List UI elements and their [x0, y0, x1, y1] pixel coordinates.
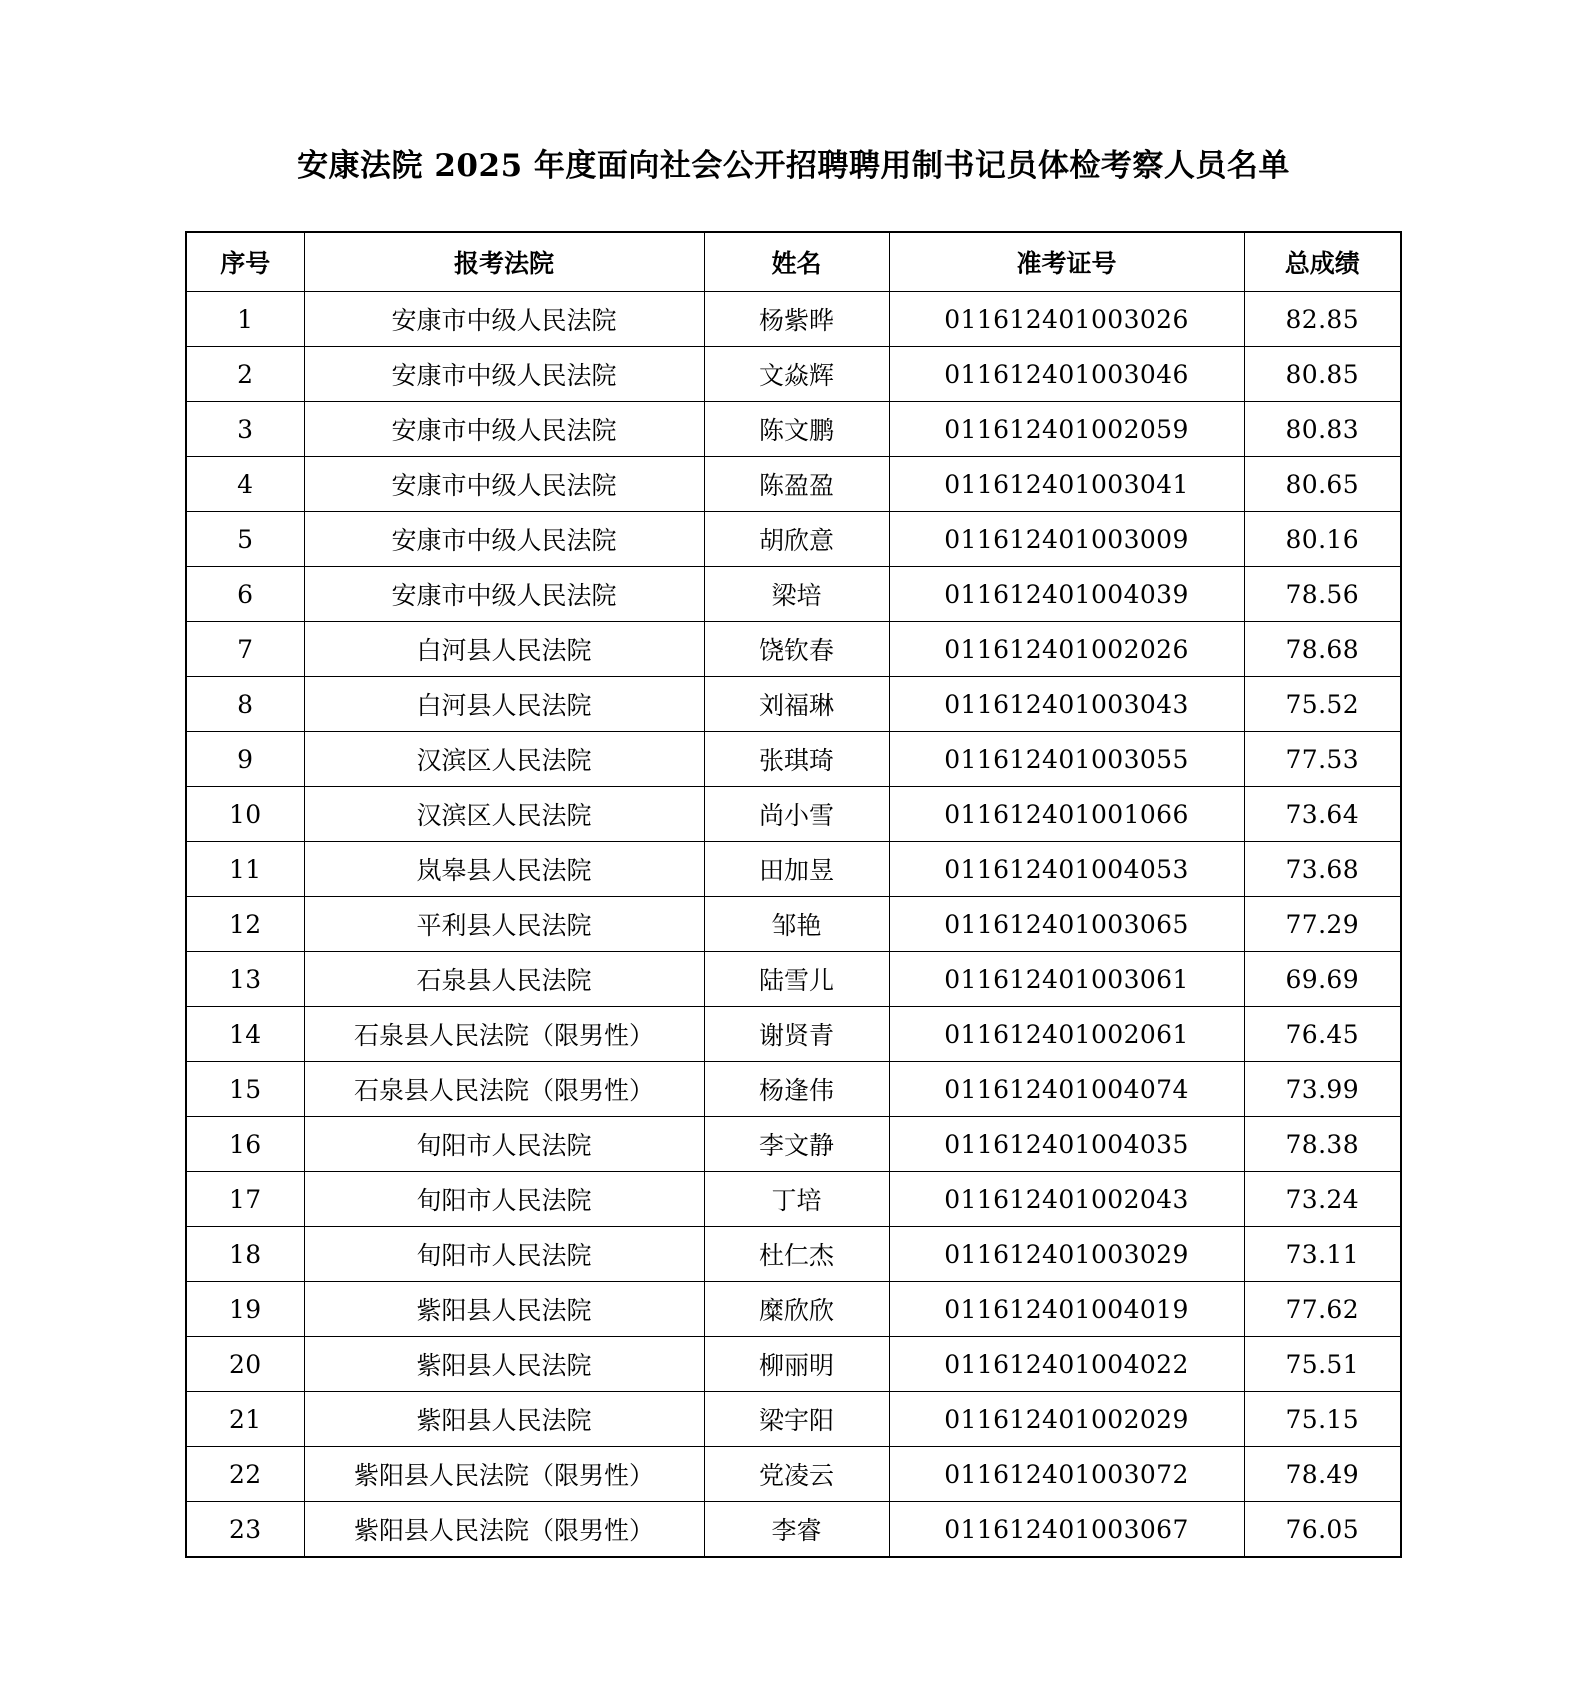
cell-court: 白河县人民法院 — [304, 622, 704, 677]
cell-name: 李文静 — [704, 1117, 889, 1172]
cell-court: 旬阳市人民法院 — [304, 1172, 704, 1227]
cell-court: 汉滨区人民法院 — [304, 787, 704, 842]
cell-court: 平利县人民法院 — [304, 897, 704, 952]
cell-name: 糜欣欣 — [704, 1282, 889, 1337]
cell-court: 石泉县人民法院（限男性） — [304, 1007, 704, 1062]
table-row — [186, 677, 1401, 732]
cell-total-score: 78.68 — [1244, 622, 1401, 677]
cell-ticket-number: 011612401002061 — [889, 1007, 1244, 1062]
cell-court: 紫阳县人民法院（限男性） — [304, 1502, 704, 1558]
table-row — [186, 1502, 1401, 1558]
cell-court: 安康市中级人民法院 — [304, 457, 704, 512]
cell-ticket-number: 011612401002059 — [889, 402, 1244, 457]
cell-court: 岚皋县人民法院 — [304, 842, 704, 897]
cell-court: 安康市中级人民法院 — [304, 292, 704, 347]
cell-index: 2 — [186, 347, 304, 402]
cell-name: 邹艳 — [704, 897, 889, 952]
table-row — [186, 897, 1401, 952]
cell-name: 谢贤青 — [704, 1007, 889, 1062]
cell-total-score: 80.85 — [1244, 347, 1401, 402]
table-row — [186, 1172, 1401, 1227]
cell-court: 紫阳县人民法院（限男性） — [304, 1447, 704, 1502]
table-row — [186, 1337, 1401, 1392]
table-row — [186, 732, 1401, 787]
cell-name: 梁培 — [704, 567, 889, 622]
table-row — [186, 622, 1401, 677]
cell-ticket-number: 011612401001066 — [889, 787, 1244, 842]
cell-index: 21 — [186, 1392, 304, 1447]
cell-ticket-number: 011612401003041 — [889, 457, 1244, 512]
cell-index: 13 — [186, 952, 304, 1007]
cell-court: 石泉县人民法院（限男性） — [304, 1062, 704, 1117]
cell-index: 18 — [186, 1227, 304, 1282]
cell-index: 22 — [186, 1447, 304, 1502]
cell-name: 田加昱 — [704, 842, 889, 897]
table-row — [186, 1117, 1401, 1172]
cell-name: 张琪琦 — [704, 732, 889, 787]
cell-index: 23 — [186, 1502, 304, 1558]
cell-total-score: 77.29 — [1244, 897, 1401, 952]
cell-index: 7 — [186, 622, 304, 677]
cell-ticket-number: 011612401003055 — [889, 732, 1244, 787]
cell-court: 旬阳市人民法院 — [304, 1227, 704, 1282]
cell-ticket-number: 011612401004039 — [889, 567, 1244, 622]
table-row — [186, 292, 1401, 347]
table-row — [186, 1282, 1401, 1337]
cell-index: 14 — [186, 1007, 304, 1062]
cell-total-score: 82.85 — [1244, 292, 1401, 347]
table-row — [186, 1062, 1401, 1117]
cell-index: 6 — [186, 567, 304, 622]
cell-court: 白河县人民法院 — [304, 677, 704, 732]
cell-total-score: 76.45 — [1244, 1007, 1401, 1062]
cell-total-score: 78.56 — [1244, 567, 1401, 622]
table-row — [186, 567, 1401, 622]
cell-total-score: 78.49 — [1244, 1447, 1401, 1502]
cell-total-score: 76.05 — [1244, 1502, 1401, 1558]
column-header-index: 序号 — [186, 232, 304, 292]
cell-name: 柳丽明 — [704, 1337, 889, 1392]
cell-index: 16 — [186, 1117, 304, 1172]
table-row — [186, 1447, 1401, 1502]
cell-name: 党凌云 — [704, 1447, 889, 1502]
cell-total-score: 73.11 — [1244, 1227, 1401, 1282]
table-row — [186, 512, 1401, 567]
cell-name: 杨逢伟 — [704, 1062, 889, 1117]
cell-court: 紫阳县人民法院 — [304, 1392, 704, 1447]
cell-court: 汉滨区人民法院 — [304, 732, 704, 787]
cell-ticket-number: 011612401003067 — [889, 1502, 1244, 1558]
table-row — [186, 402, 1401, 457]
cell-ticket-number: 011612401003009 — [889, 512, 1244, 567]
cell-ticket-number: 011612401004053 — [889, 842, 1244, 897]
cell-court: 安康市中级人民法院 — [304, 512, 704, 567]
cell-index: 11 — [186, 842, 304, 897]
cell-court: 安康市中级人民法院 — [304, 402, 704, 457]
cell-index: 10 — [186, 787, 304, 842]
table-row — [186, 952, 1401, 1007]
cell-index: 15 — [186, 1062, 304, 1117]
cell-total-score: 73.24 — [1244, 1172, 1401, 1227]
roster-table — [185, 231, 1402, 1558]
cell-court: 紫阳县人民法院 — [304, 1282, 704, 1337]
table-row — [186, 1227, 1401, 1282]
cell-name: 饶钦春 — [704, 622, 889, 677]
cell-index: 4 — [186, 457, 304, 512]
roster-table-container — [0, 231, 1587, 1558]
cell-index: 17 — [186, 1172, 304, 1227]
cell-name: 胡欣意 — [704, 512, 889, 567]
cell-index: 9 — [186, 732, 304, 787]
table-body — [186, 292, 1401, 1558]
cell-total-score: 75.15 — [1244, 1392, 1401, 1447]
cell-total-score: 77.53 — [1244, 732, 1401, 787]
cell-total-score: 77.62 — [1244, 1282, 1401, 1337]
cell-court: 安康市中级人民法院 — [304, 567, 704, 622]
cell-name: 杜仁杰 — [704, 1227, 889, 1282]
cell-court: 紫阳县人民法院 — [304, 1337, 704, 1392]
cell-court: 石泉县人民法院 — [304, 952, 704, 1007]
cell-name: 丁培 — [704, 1172, 889, 1227]
cell-name: 杨紫晔 — [704, 292, 889, 347]
cell-total-score: 73.68 — [1244, 842, 1401, 897]
table-row — [186, 1392, 1401, 1447]
table-row — [186, 842, 1401, 897]
cell-ticket-number: 011612401003046 — [889, 347, 1244, 402]
cell-total-score: 80.16 — [1244, 512, 1401, 567]
table-row — [186, 457, 1401, 512]
cell-total-score: 75.51 — [1244, 1337, 1401, 1392]
table-row — [186, 1007, 1401, 1062]
cell-ticket-number: 011612401003072 — [889, 1447, 1244, 1502]
cell-name: 梁宇阳 — [704, 1392, 889, 1447]
cell-name: 刘福琳 — [704, 677, 889, 732]
cell-index: 8 — [186, 677, 304, 732]
cell-name: 陈文鹏 — [704, 402, 889, 457]
cell-index: 12 — [186, 897, 304, 952]
column-header-ticket-number: 准考证号 — [889, 232, 1244, 292]
cell-name: 文焱辉 — [704, 347, 889, 402]
table-row — [186, 787, 1401, 842]
column-header-total-score: 总成绩 — [1244, 232, 1401, 292]
cell-ticket-number: 011612401002029 — [889, 1392, 1244, 1447]
cell-ticket-number: 011612401002026 — [889, 622, 1244, 677]
cell-index: 19 — [186, 1282, 304, 1337]
column-header-court: 报考法院 — [304, 232, 704, 292]
cell-index: 20 — [186, 1337, 304, 1392]
cell-name: 李睿 — [704, 1502, 889, 1558]
cell-ticket-number: 011612401003061 — [889, 952, 1244, 1007]
cell-name: 尚小雪 — [704, 787, 889, 842]
cell-ticket-number: 011612401003029 — [889, 1227, 1244, 1282]
cell-total-score: 80.65 — [1244, 457, 1401, 512]
cell-total-score: 78.38 — [1244, 1117, 1401, 1172]
cell-name: 陈盈盈 — [704, 457, 889, 512]
cell-total-score: 69.69 — [1244, 952, 1401, 1007]
cell-ticket-number: 011612401003043 — [889, 677, 1244, 732]
column-header-name: 姓名 — [704, 232, 889, 292]
cell-total-score: 73.64 — [1244, 787, 1401, 842]
cell-ticket-number: 011612401004019 — [889, 1282, 1244, 1337]
table-header-row — [186, 232, 1401, 292]
cell-index: 3 — [186, 402, 304, 457]
cell-total-score: 80.83 — [1244, 402, 1401, 457]
page-title: 安康法院 2025 年度面向社会公开招聘聘用制书记员体检考察人员名单 — [297, 148, 1290, 184]
cell-ticket-number: 011612401004035 — [889, 1117, 1244, 1172]
cell-ticket-number: 011612401004074 — [889, 1062, 1244, 1117]
cell-total-score: 75.52 — [1244, 677, 1401, 732]
cell-ticket-number: 011612401002043 — [889, 1172, 1244, 1227]
cell-index: 5 — [186, 512, 304, 567]
cell-total-score: 73.99 — [1244, 1062, 1401, 1117]
table-row — [186, 347, 1401, 402]
cell-ticket-number: 011612401003026 — [889, 292, 1244, 347]
cell-ticket-number: 011612401004022 — [889, 1337, 1244, 1392]
cell-court: 旬阳市人民法院 — [304, 1117, 704, 1172]
cell-court: 安康市中级人民法院 — [304, 347, 704, 402]
table-header — [186, 232, 1401, 292]
cell-index: 1 — [186, 292, 304, 347]
cell-name: 陆雪儿 — [704, 952, 889, 1007]
cell-ticket-number: 011612401003065 — [889, 897, 1244, 952]
